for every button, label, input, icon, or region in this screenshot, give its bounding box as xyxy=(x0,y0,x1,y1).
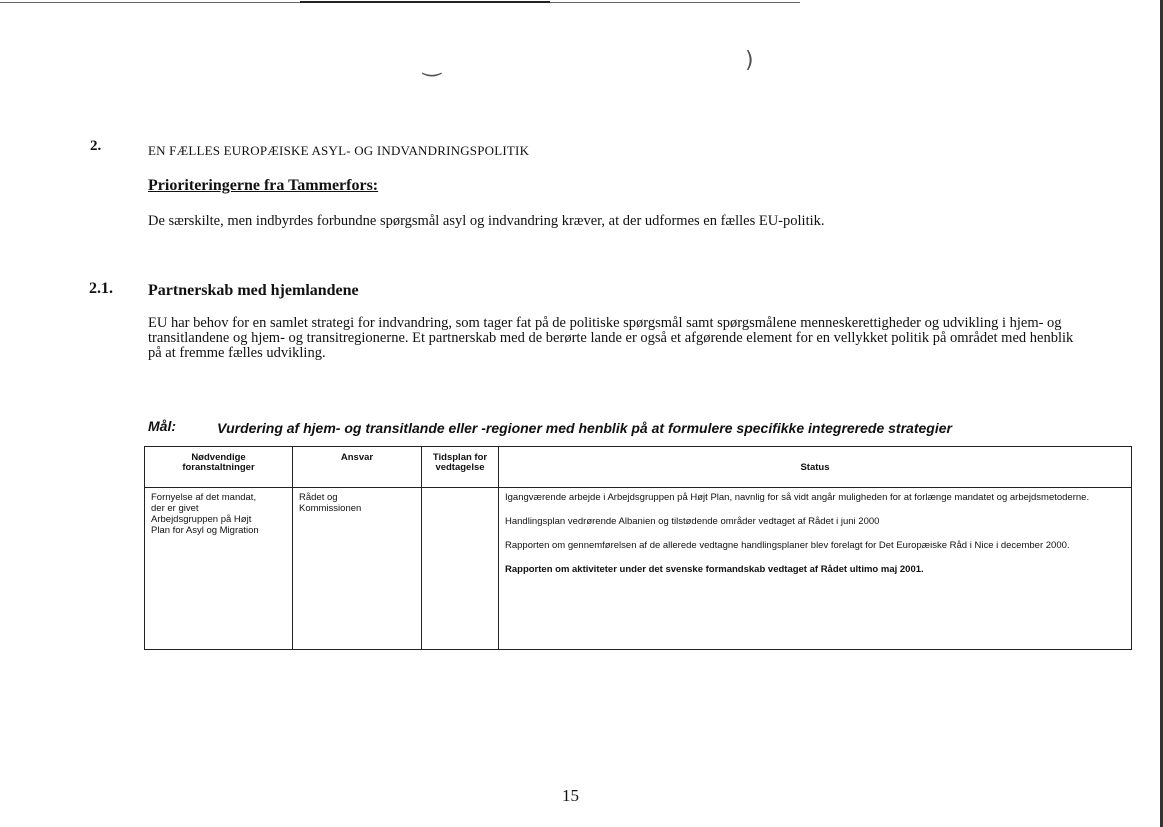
section-title: EN FÆLLES EUROPÆISKE ASYL- OG INDVANDRINGSPOLITIK xyxy=(148,143,530,158)
status-item: Rapporten om aktiviteter under det svenske formandskab vedtaget af Rådet ultimo maj 2001. xyxy=(505,564,924,575)
measures-table xyxy=(144,446,1132,650)
section-intro: De særskilte, men indbyrdes forbundne spørgsmål asyl og indvandring kræver, at der udformes en fælles EU-politik. xyxy=(148,213,825,229)
header-timeline: Tidsplan for vedtagelse xyxy=(422,447,499,488)
page-number: 15 xyxy=(562,786,579,805)
paragraph-line: EU har behov for en samlet strategi for indvandring, som tager fat på de politiske spørgsmål samt spørgsmålene menneskerettigheder og udvikling i hjem- og xyxy=(148,315,1062,331)
table-row xyxy=(145,488,1132,650)
status-item: Rapporten om gennemførelsen af de allerede vedtagne handlingsplaner blev forelagt for Det Europæiske Råd i Nice i december 2000. xyxy=(505,540,1070,551)
section-number: 2. xyxy=(90,138,102,154)
scan-mark-left: ‿ xyxy=(423,52,441,77)
table-header-row xyxy=(145,447,1132,488)
header-status: Status xyxy=(499,447,1132,488)
status-item: Handlingsplan vedrørende Albanien og tilstødende områder vedtaget af Rådet i juni 2000 xyxy=(505,516,880,527)
header-measures: Nødvendige foranstaltninger xyxy=(145,447,293,488)
cell-measures: Fornyelse af det mandat, der er givet Arbejdsgruppen på Højt Plan for Asyl og Migration xyxy=(145,488,293,650)
scan-top-line-dark xyxy=(300,1,550,3)
goal-text: Vurdering af hjem- og transitlande eller -regioner med henblik på at formulere specifikke integrerede strategier xyxy=(217,420,952,436)
paragraph-line: på at fremme fælles udvikling. xyxy=(148,345,326,361)
scan-mark-right: ) xyxy=(745,48,754,73)
cell-status xyxy=(499,488,1132,650)
status-item: Igangværende arbejde i Arbejdsgruppen på Højt Plan, navnlig for så vidt angår muligheden for at forlænge mandatet og arbejdsmetoderne. xyxy=(505,492,1090,503)
header-responsible: Ansvar xyxy=(293,447,422,488)
cell-responsible: Rådet og Kommissionen xyxy=(293,488,422,650)
subsection-number: 2.1. xyxy=(89,280,113,297)
subheading: Prioriteringerne fra Tammerfors: xyxy=(148,177,379,194)
goal-label: Mål: xyxy=(148,418,176,434)
subsection-paragraph xyxy=(148,316,1148,361)
subsection-title: Partnerskab med hjemlandene xyxy=(148,282,359,299)
cell-timeline xyxy=(422,488,499,650)
paragraph-line: transitlandene og hjem- og transitregionerne. Et partnerskab med de berørte lande er også et afgørende element for en vellykket politik på området med henblik xyxy=(148,330,1074,346)
